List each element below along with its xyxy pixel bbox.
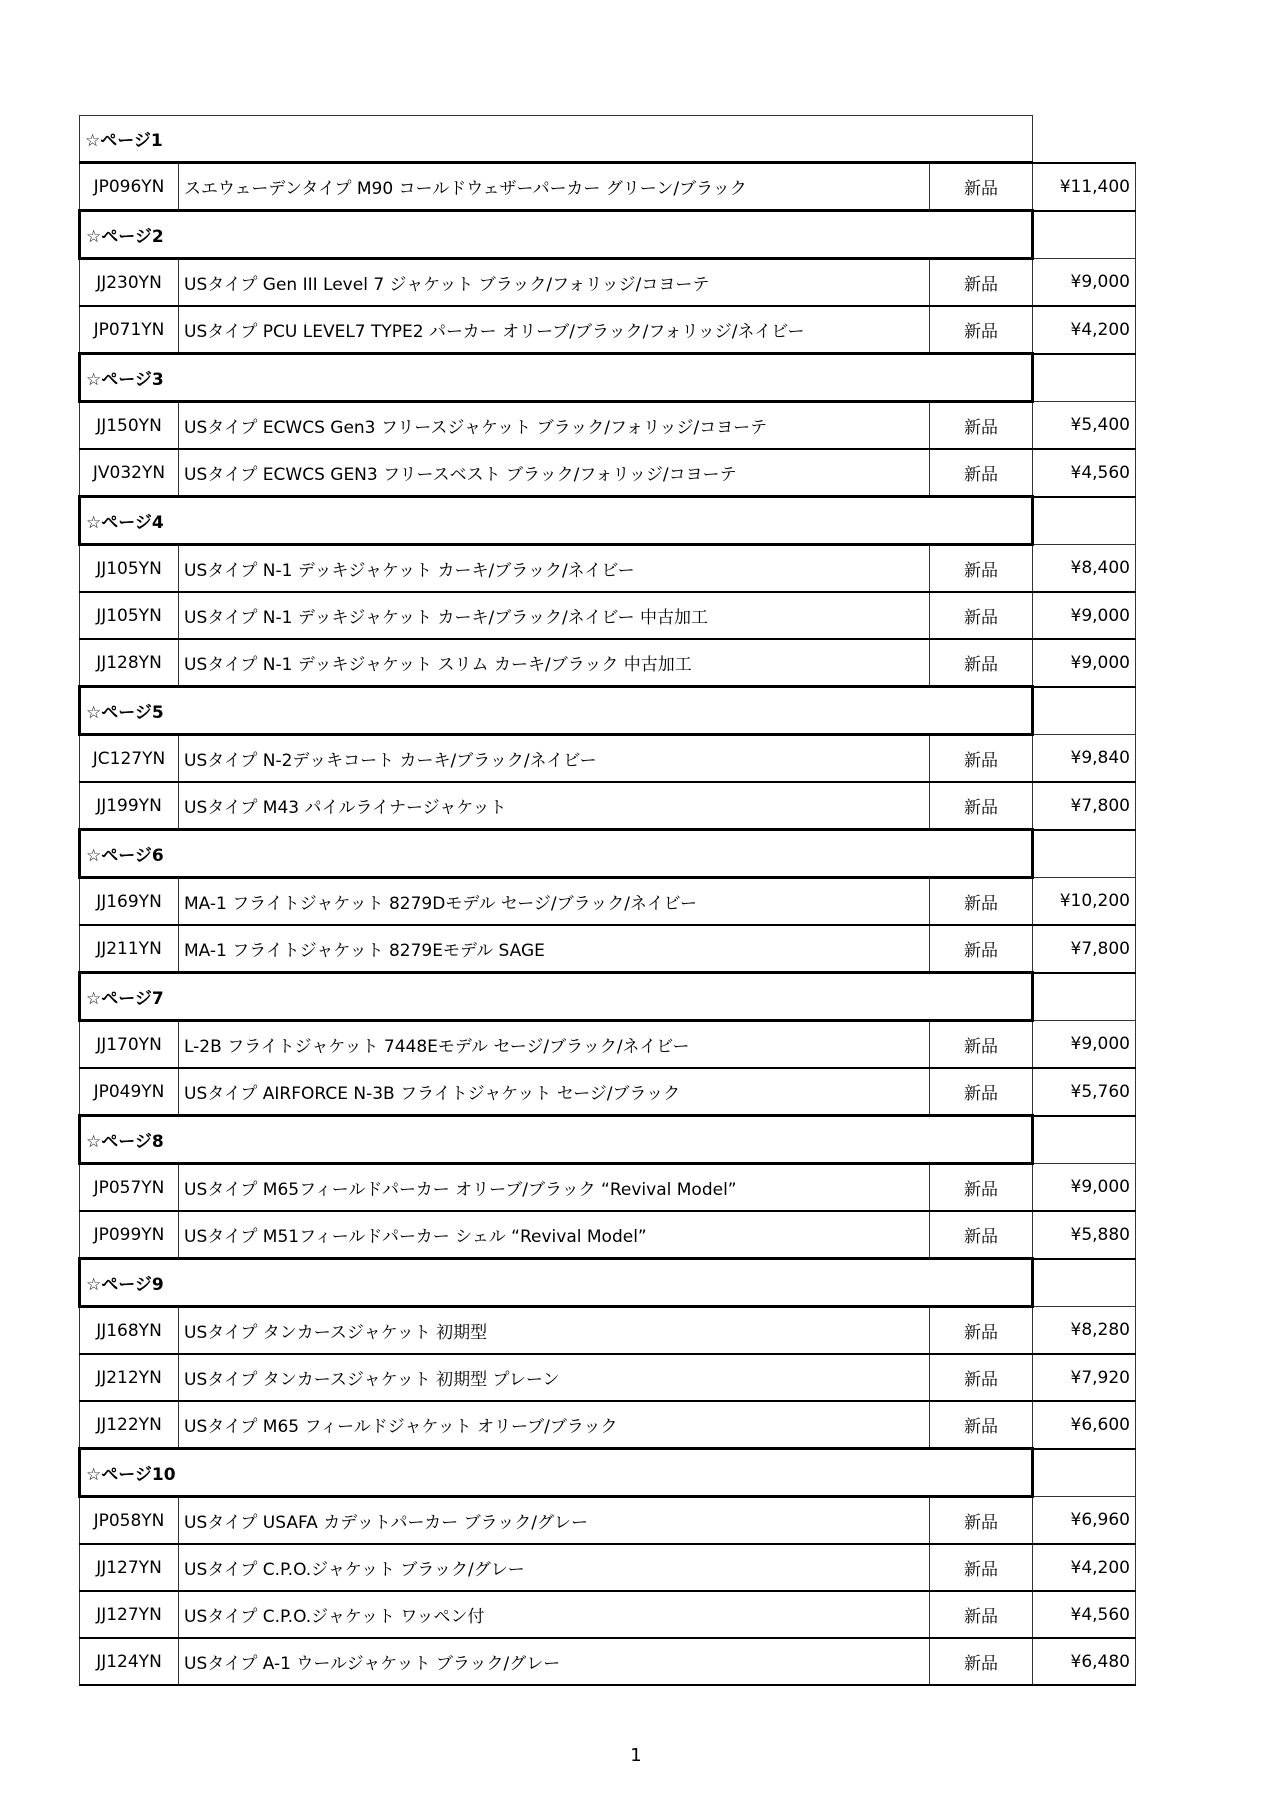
section-header: [80, 1259, 1136, 1307]
product-code: JJ122YN: [80, 1401, 179, 1449]
condition: 新品: [930, 163, 1033, 211]
table-row: [80, 1307, 1136, 1355]
product-code: JJ168YN: [80, 1307, 179, 1355]
section-header: [80, 1449, 1136, 1497]
section-title: ☆ページ7: [80, 973, 1033, 1021]
price: ¥7,920: [1033, 1354, 1136, 1401]
condition: 新品: [930, 878, 1033, 926]
condition: 新品: [930, 1068, 1033, 1116]
section-title: ☆ページ4: [80, 497, 1033, 545]
empty-cell: [1033, 497, 1136, 545]
empty-cell: [1033, 830, 1136, 878]
product-code: JP058YN: [80, 1497, 179, 1545]
price: ¥5,400: [1033, 402, 1136, 450]
table-row: [80, 1591, 1136, 1638]
price: ¥6,960: [1033, 1497, 1136, 1545]
condition: 新品: [930, 259, 1033, 307]
table-row: [80, 1354, 1136, 1401]
table-row: [80, 735, 1136, 783]
price: ¥9,000: [1033, 639, 1136, 687]
product-code: JC127YN: [80, 735, 179, 783]
product-code: JJ169YN: [80, 878, 179, 926]
price: ¥11,400: [1033, 163, 1136, 211]
product-table: [78, 115, 1136, 1686]
empty-cell: [1033, 1259, 1136, 1307]
table-row: [80, 402, 1136, 450]
condition: 新品: [930, 1638, 1033, 1685]
page-number: 1: [630, 1745, 642, 1766]
product-name: USタイプ C.P.O.ジャケット ワッペン付: [179, 1591, 930, 1638]
section-header: [80, 973, 1136, 1021]
price: ¥5,760: [1033, 1068, 1136, 1116]
section-title: ☆ページ6: [80, 830, 1033, 878]
section-header: [80, 497, 1136, 545]
table-row: [80, 306, 1136, 354]
section-title: ☆ページ1: [80, 116, 1033, 163]
product-code: JJ212YN: [80, 1354, 179, 1401]
product-name: USタイプ N-2デッキコート カーキ/ブラック/ネイビー: [179, 735, 930, 783]
condition: 新品: [930, 1497, 1033, 1545]
section-title: ☆ページ5: [80, 687, 1033, 735]
table-row: [80, 449, 1136, 497]
price: ¥9,840: [1033, 735, 1136, 783]
price: ¥4,200: [1033, 306, 1136, 354]
condition: 新品: [930, 545, 1033, 593]
condition: 新品: [930, 306, 1033, 354]
product-code: JJ127YN: [80, 1544, 179, 1591]
table-row: [80, 878, 1136, 926]
price: ¥9,000: [1033, 1164, 1136, 1212]
table-row: [80, 1544, 1136, 1591]
product-code: JV032YN: [80, 449, 179, 497]
empty-cell: [1033, 211, 1136, 259]
section-title: ☆ページ3: [80, 354, 1033, 402]
price: ¥9,000: [1033, 1021, 1136, 1069]
price: ¥6,600: [1033, 1401, 1136, 1449]
product-code: JP049YN: [80, 1068, 179, 1116]
section-header: [80, 687, 1136, 735]
condition: 新品: [930, 735, 1033, 783]
price: ¥10,200: [1033, 878, 1136, 926]
condition: 新品: [930, 925, 1033, 973]
section-header: [80, 211, 1136, 259]
table-row: [80, 925, 1136, 973]
product-name: USタイプ M43 パイルライナージャケット: [179, 782, 930, 830]
product-name: USタイプ タンカースジャケット 初期型: [179, 1307, 930, 1355]
price: ¥4,200: [1033, 1544, 1136, 1591]
product-name: USタイプ タンカースジャケット 初期型 プレーン: [179, 1354, 930, 1401]
condition: 新品: [930, 1401, 1033, 1449]
product-name: USタイプ USAFA カデットパーカー ブラック/グレー: [179, 1497, 930, 1545]
product-code: JJ150YN: [80, 402, 179, 450]
price: ¥8,400: [1033, 545, 1136, 593]
product-name: L-2B フライトジャケット 7448Eモデル セージ/ブラック/ネイビー: [179, 1021, 930, 1069]
section-title: ☆ページ10: [80, 1449, 1033, 1497]
product-name: USタイプ N-1 デッキジャケット カーキ/ブラック/ネイビー: [179, 545, 930, 593]
product-name: USタイプ C.P.O.ジャケット ブラック/グレー: [179, 1544, 930, 1591]
table-row: [80, 1497, 1136, 1545]
price: ¥9,000: [1033, 592, 1136, 639]
empty-cell: [1033, 1449, 1136, 1497]
product-name: USタイプ M65フィールドパーカー オリーブ/ブラック “Revival Model”: [179, 1164, 930, 1212]
product-code: JP071YN: [80, 306, 179, 354]
product-code: JJ170YN: [80, 1021, 179, 1069]
product-code: JJ127YN: [80, 1591, 179, 1638]
price: ¥9,000: [1033, 259, 1136, 307]
product-code: JJ105YN: [80, 592, 179, 639]
table-row: [80, 639, 1136, 687]
empty-cell: [1033, 116, 1136, 163]
condition: 新品: [930, 1354, 1033, 1401]
table-row: [80, 1638, 1136, 1685]
product-code: JP099YN: [80, 1211, 179, 1259]
price: ¥5,880: [1033, 1211, 1136, 1259]
condition: 新品: [930, 449, 1033, 497]
product-name: USタイプ A-1 ウールジャケット ブラック/グレー: [179, 1638, 930, 1685]
product-name: MA-1 フライトジャケット 8279Dモデル セージ/ブラック/ネイビー: [179, 878, 930, 926]
section-header: [80, 1116, 1136, 1164]
condition: 新品: [930, 1307, 1033, 1355]
price: ¥4,560: [1033, 1591, 1136, 1638]
price: ¥7,800: [1033, 782, 1136, 830]
condition: 新品: [930, 1164, 1033, 1212]
product-name: USタイプ M65 フィールドジャケット オリーブ/ブラック: [179, 1401, 930, 1449]
condition: 新品: [930, 592, 1033, 639]
product-code: JJ230YN: [80, 259, 179, 307]
product-name: USタイプ M51フィールドパーカー シェル “Revival Model”: [179, 1211, 930, 1259]
product-code: JP057YN: [80, 1164, 179, 1212]
empty-cell: [1033, 687, 1136, 735]
product-name: USタイプ N-1 デッキジャケット スリム カーキ/ブラック 中古加工: [179, 639, 930, 687]
condition: 新品: [930, 1591, 1033, 1638]
table-row: [80, 545, 1136, 593]
table-row: [80, 1211, 1136, 1259]
condition: 新品: [930, 1544, 1033, 1591]
table-row: [80, 1164, 1136, 1212]
section-header: [80, 116, 1136, 163]
condition: 新品: [930, 1021, 1033, 1069]
product-code: JJ128YN: [80, 639, 179, 687]
product-name: USタイプ Gen III Level 7 ジャケット ブラック/フォリッジ/コヨーテ: [179, 259, 930, 307]
price: ¥4,560: [1033, 449, 1136, 497]
table-row: [80, 1401, 1136, 1449]
section-title: ☆ページ2: [80, 211, 1033, 259]
condition: 新品: [930, 402, 1033, 450]
product-code: JJ211YN: [80, 925, 179, 973]
product-name: USタイプ N-1 デッキジャケット カーキ/ブラック/ネイビー 中古加工: [179, 592, 930, 639]
product-name: USタイプ AIRFORCE N-3B フライトジャケット セージ/ブラック: [179, 1068, 930, 1116]
price: ¥6,480: [1033, 1638, 1136, 1685]
product-code: JJ124YN: [80, 1638, 179, 1685]
table-row: [80, 259, 1136, 307]
condition: 新品: [930, 782, 1033, 830]
price: ¥8,280: [1033, 1307, 1136, 1355]
table-row: [80, 1068, 1136, 1116]
table-row: [80, 782, 1136, 830]
section-title: ☆ページ9: [80, 1259, 1033, 1307]
table-row: [80, 163, 1136, 211]
empty-cell: [1033, 1116, 1136, 1164]
condition: 新品: [930, 639, 1033, 687]
product-code: JJ105YN: [80, 545, 179, 593]
price: ¥7,800: [1033, 925, 1136, 973]
product-code: JJ199YN: [80, 782, 179, 830]
section-header: [80, 830, 1136, 878]
empty-cell: [1033, 354, 1136, 402]
product-name: USタイプ ECWCS Gen3 フリースジャケット ブラック/フォリッジ/コヨーテ: [179, 402, 930, 450]
product-code: JP096YN: [80, 163, 179, 211]
table-row: [80, 592, 1136, 639]
product-name: USタイプ PCU LEVEL7 TYPE2 パーカー オリーブ/ブラック/フォリッジ/ネイビー: [179, 306, 930, 354]
product-name: MA-1 フライトジャケット 8279Eモデル SAGE: [179, 925, 930, 973]
section-header: [80, 354, 1136, 402]
condition: 新品: [930, 1211, 1033, 1259]
empty-cell: [1033, 973, 1136, 1021]
section-title: ☆ページ8: [80, 1116, 1033, 1164]
product-name: スエウェーデンタイプ M90 コールドウェザーパーカー グリーン/ブラック: [179, 163, 930, 211]
table-row: [80, 1021, 1136, 1069]
product-name: USタイプ ECWCS GEN3 フリースベスト ブラック/フォリッジ/コヨーテ: [179, 449, 930, 497]
